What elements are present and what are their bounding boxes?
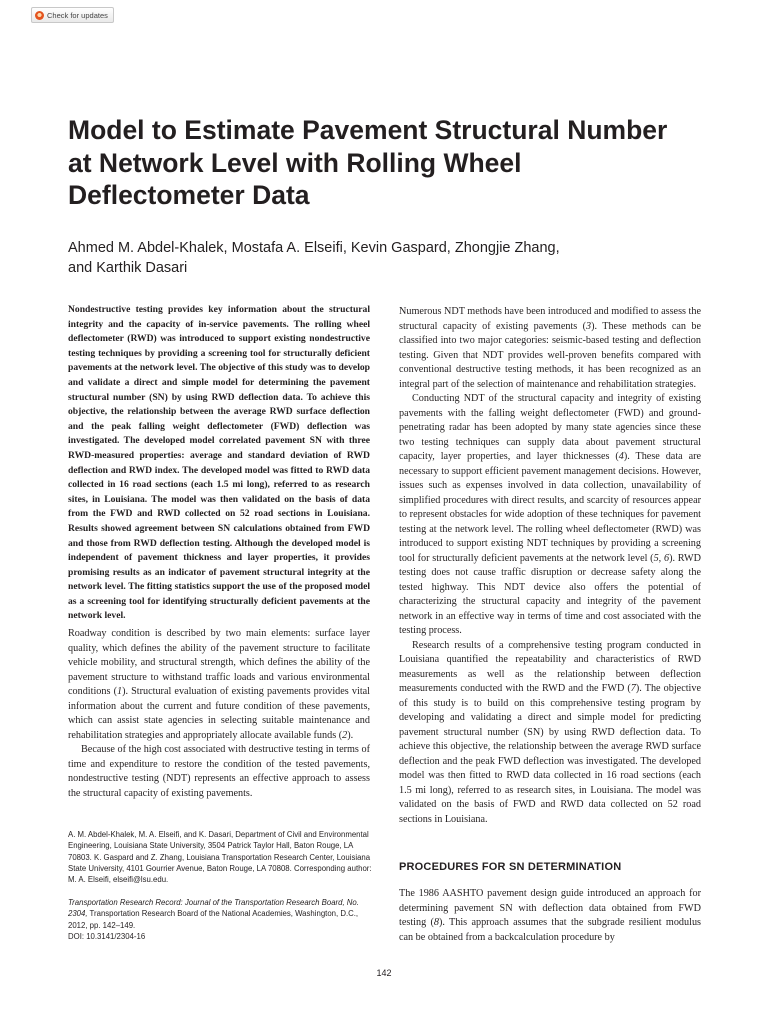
citation-ref: 7 (630, 683, 636, 694)
intro-paragraph-4: Conducting NDT of the structural capacity and integrity of existing pavements with the falling weight deflectometer (FWD) and ground-penetrating radar has been adopted by many state agencies since these two testing techniques can supply data about pavement structural capacity, layer properties, and layer thicknesses (4). These data are necessary to support efficient pavement management decisions. However, issues such as expenses involved in data collection, unavailability of simplified procedures with direct results, and scarcity of resources appear to represent obstacles for wide adoption of these techniques for pavement testing at the network level. The rolling wheel deflectometer (RWD) was introduced to support existing NDT techniques by providing a screening tool for structurally deficient pavements at the network level (5, 6). RWD testing does not cause traffic disruption or decrease safety along the tested highway. This NDT device also offers the potential of characterizing the structural capacity and integrity of the pavement network in an effective way in terms of time and cost associated with the testing process. (399, 393, 702, 636)
crossmark-icon (35, 11, 44, 20)
citation-ref: 8 (433, 917, 439, 928)
journal-name: Transportation Research Record: Journal of the Transportation Research Board, No. 2304, (68, 898, 359, 919)
doi: DOI: 10.3141/2304-16 (68, 931, 146, 941)
citation-ref: 4 (618, 451, 624, 462)
section-paragraph-1: The 1986 AASHTO pavement design guide introduced an approach for determining pavement SN with deflection data obtained from FWD testing (8). This approach assumes that the subgrade resilient modulus can be obtained from a backcalculation procedure by (399, 888, 702, 943)
intro-paragraph-3: Numerous NDT methods have been introduced and modified to assess the structural capacity of existing pavements (3). These methods can be classified into two major categories: seismic-based testing and deflection testing. Given that NDT provides well-proven benefits compared with conventional destructive testing methods, it has been recognized as an integral part of the selection of maintenance and rehabilitation strategies. (399, 306, 701, 390)
check-for-updates-button[interactable] (31, 7, 114, 23)
authors-line-2: and Karthik Dasari (68, 260, 188, 276)
citation-ref: 2 (342, 729, 348, 741)
abstract: Nondestructive testing provides key information about the structural integrity and the capacity of in-service pavements. The rolling wheel deflectometer (RWD) was introduced to support existing nondestructive testing techniques by providing a screening tool for structurally deficient pavements at the network level. The objective of this study was to develop and validate a direct and simple model for determining the pavement structural number (SN) by using RWD deflection data. To achieve this objective, the relationship between the average RWD surface deflection and the peak falling weight deflectometer (FWD) deflection was investigated. The developed model correlated pavement SN with three RWD-measured properties: average and standard deviation of RWD deflection and RWD index. The developed model was fitted to RWD data collected in 16 road sections (each 1.5 mi long), referred to as research sites, in Louisiana. The model was then validated on the basis of data from the FWD and RWD collected on 52 road sections in Louisiana. Results showed agreement between SN calculations obtained from FWD and those from RWD deflection testing. Although the developed model is independent of pavement thickness and layer properties, it provides promising results as an indicator of pavement structural integrity at the network level. The fitting statistics support the use of the proposed model as a screening tool for identifying structurally deficient pavements at the network level. (68, 304, 370, 622)
intro-paragraph-5: Research results of a comprehensive testing program conducted in Louisiana quantified the repeatability and characteristics of RWD measurements as well as the relationship between deflection measurements conducted with the RWD and the FWD (7). The objective of this study is to build on this comprehensive testing program by developing and validating a direct and simple model for predicting pavement structural number (SN) by using RWD deflection data. To achieve this objective, the relationship between the average RWD surface deflection and the peak FWD deflection was investigated. The developed model was then fitted to RWD data collected in 16 road sections (each 1.5 mi long), referred to as research sites, in Louisiana. The model was validated on the basis of FWD and RWD data collected on 52 road sections in Louisiana. (399, 639, 701, 825)
check-for-updates-label: Check for updates (47, 10, 108, 20)
citation-ref: 3 (586, 320, 592, 332)
citation-ref: 1 (116, 686, 123, 697)
citation-ref: 5, 6 (653, 552, 670, 564)
author-affiliations: A. M. Abdel-Khalek, M. A. Elseifi, and K. Dasari, Department of Civil and Environmental Engineering, Louisiana State University, 3504 Patrick Taylor Hall, Baton Rouge, LA 70803. K. Gaspard and Z. Zhang, Louisiana Transportation Research Center, Louisiana State University, 4101 Gourrier Avenue, Baton Rouge, LA 70808. Corresponding author: M. A. Elseifi, elseifi@lsu.edu. (68, 830, 372, 885)
authors-line-1: Ahmed M. Abdel-Khalek, Mostafa A. Elseifi, Kevin Gaspard, Zhongjie Zhang, (68, 240, 560, 256)
article-title: Model to Estimate Pavement Structural Number at Network Level with Rolling Wheel Deflectometer Data (68, 115, 668, 210)
intro-paragraph-1: Roadway condition is described by two main elements: surface layer quality, which defines the ability of the pavement structure to facilitate vehicle mobility, and structural strength, which defines the ability of the pavement structure to withstand traffic loads and various environmental conditions (1). Structural evaluation of existing pavements provides vital information about the current and future condition of these pavements, which can assist state agencies in selecting suitable maintenance and rehabilitation strategies and appropriately allocate available funds (2). (68, 628, 370, 741)
intro-paragraph-2: Because of the high cost associated with destructive testing in terms of time and expenditure to restore the condition of the tested pavements, nondestructive testing (NDT) represents an effective approach to assess the structural capacity of existing pavements. (68, 744, 370, 799)
page-number: 142 (376, 968, 392, 978)
journal-citation: Transportation Research Record: Journal of the Transportation Research Board, No. 2304, Transportation Research Board of the National Academies, Washington, D.C., 2012, pp. 142–149. DOI: 10.3141/2304-16 (68, 897, 373, 942)
intro-right-column (399, 305, 701, 827)
intro-left-column (68, 627, 370, 801)
section-body (399, 887, 701, 945)
author-list (68, 238, 688, 278)
section-heading: PROCEDURES FOR SN DETERMINATION (399, 861, 622, 873)
